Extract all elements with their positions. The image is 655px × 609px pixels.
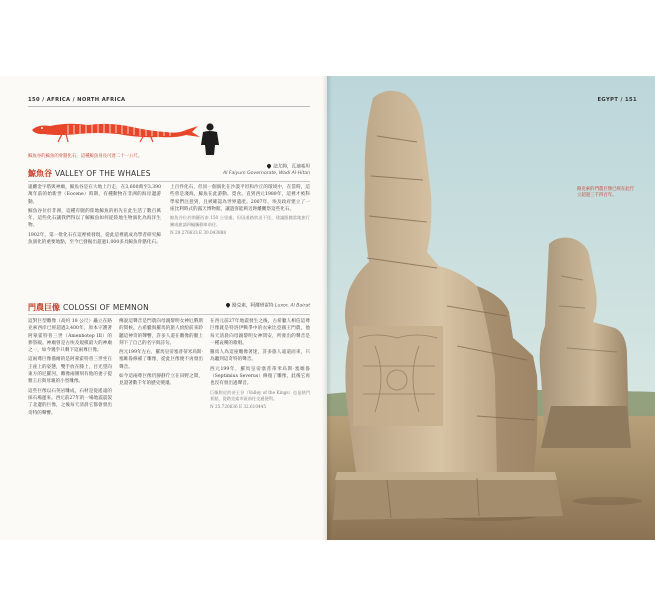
left-page xyxy=(0,76,327,540)
memnon-column-3: 在西元前27年地震發生之後，古希臘人相信這尊巨像就是特洛伊戰爭中的衣索比亞國王門農，他每天清晨向母親黎明女神問安，所發出的聲音是一種哀嘆的歌唱。 羅馬人為這座雕像著迷，許多旅人遠道而來，只為聽到這奇特的聲音。 西元199年，羅馬皇帝塞普蒂米烏斯·塞維魯（Septimius Severus）修復了雕像，此後它再也沒有發出過聲音。 巨像附近的帝王谷（Valley of the Kings）也是熱門景點，從路克索市區前往交通便利。 N 25.720636 E 32.610445 xyxy=(210,319,310,410)
section-title-whales: 鯨魚谷 VALLEY OF THE WHALES xyxy=(28,169,151,178)
whale-caption: 鯨魚谷的鯨魚的骨骼化石，這種鯨魚身長可達二十一公尺。 xyxy=(28,154,143,159)
header-rule xyxy=(28,106,310,107)
section-rule xyxy=(28,181,310,182)
running-head-left: 150 / AFRICA / NORTH AFRICA xyxy=(28,97,126,103)
running-head-right: EGYPT / 151 xyxy=(597,97,637,103)
book-gutter xyxy=(322,76,332,540)
whales-column-2: 上百件化石，但同一個演化在沙漠平坦和沙丘的環境中，在當時，這些曾是淺海，鯨魚在此游動、覓食。直到西元1989年，這裡才被科學家們注意到，且被確認為世界遺產。2007年，埃及政府建立了一座比利時式的露天博物館，讓遊客能夠近距離觀察這些化石。 鯨魚谷位於開羅西南 150 公里處，但因道路狀況不佳，建議跟隨當地旅行團或雇請四輪驅動車前往。 N 29.270633 E 30.043888 xyxy=(170,185,310,235)
map-pin-icon xyxy=(266,163,272,169)
section-rule xyxy=(28,314,310,315)
section-title-memnon: 門農巨像 COLOSSI OF MEMNON xyxy=(28,303,149,312)
human-silhouette-icon xyxy=(198,123,222,155)
right-page xyxy=(327,76,655,540)
colossi-of-memnon-photo xyxy=(327,76,655,540)
whale-skeleton-illustration xyxy=(28,110,203,146)
map-pin-icon xyxy=(225,302,231,308)
location-memnon: 路克索，阿爾班雷特 Luxor, Al Bairat xyxy=(226,303,310,310)
whales-column-1: 遠離金字塔與神廟，鯨魚谷是在大地上行走，在3,600萬至3,390萬年前的始新世（Eocene）時期，有種動物在非洲的海岸邊游動。 鯨魚谷位於非洲，這種有腿的陸地鯨魚的祖先在此生活了數百萬年，這些化石讓我們得以了解鯨魚如何從陸地生物演化為海洋生物。 1902年，第一批化石在這裡被發現，從此這裡就成為學者研究鯨魚演化的重要地點，至今已發掘出超過1,000多具鯨魚骨骼化石。 xyxy=(28,185,161,246)
memnon-column-1: 這對巨型雕像（高約 18 公尺）矗立在路克索西岸已經超過3,400年，原本守護著阿蒙霍特普三世（Amenhotep III）的葬祭殿。神廟曾是古埃及規模最大的神廟之一，如今幾乎只剩下這兩尊巨像。 這兩尊巨像描繪的是阿蒙霍特普三世坐在王座上的姿態，雙手放在膝上，目光望向東方的尼羅河。雕像兩側刻有他的妻子提雅王后與母親的小型雕像。 這些巨像以石英岩雕成，石材是從遙遠的採石場運來。西元前27年的一場地震震裂了北邊的巨像，之後每天清晨它都會發出奇特的聲響。 xyxy=(28,319,112,416)
book-spread xyxy=(0,76,655,540)
photo-caption: 路克索的門農巨像已經在此佇立超過三千四百年。 xyxy=(577,187,635,198)
memnon-column-2: 傳說這聲音是門農向母親黎明女神厄俄斯的問候。古希臘與羅馬的旅人紛紛前來聆聽這神奇的聲響，許多人還在雕像的腿上刻下了自己的名字與詩句。 西元199年左右，羅馬皇帝塞普蒂米烏斯·塞維魯修補了雕像，從此巨像便不再發出聲音。 如今這兩尊巨像仍靜靜佇立在田野之間，見證著數千年的歷史變遷。 xyxy=(119,319,203,387)
location-whales: 法尤姆，瓦迪希坦 Al Faiyum Governorate, Wadi Al-Hitan xyxy=(222,164,310,176)
